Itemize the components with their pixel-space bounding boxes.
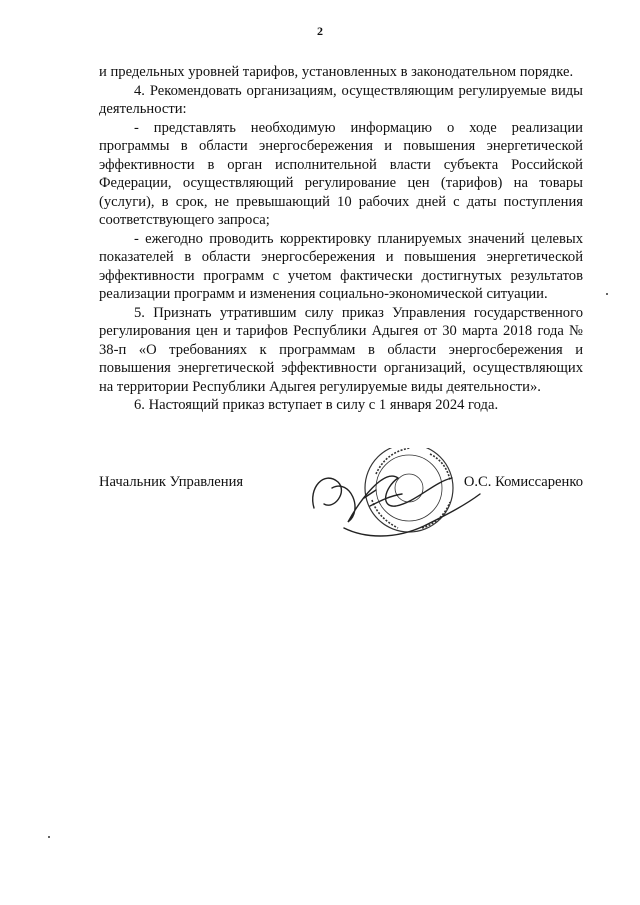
paragraph-item-6: 6. Настоящий приказ вступает в силу с 1 января 2024 года.	[134, 397, 499, 413]
signature-block	[99, 468, 583, 558]
signatory-name: О.С. Комиссаренко	[463, 474, 583, 490]
signature-and-stamp-image	[304, 448, 504, 558]
paragraph-item-4-sub-1: - представлять необходимую информацию о ходе реализации программы в области энергосбережения и повышения энергетической эффективности в орган исполнительной власти субъекта Российской Федерации, осуществляющий регулирование цен (тарифов) на товары (услуги), в срок, не превышающий 10 рабочих дней с даты поступления соответствующего запроса;	[99, 119, 583, 228]
signatory-title: Начальник Управления	[99, 474, 244, 490]
handwritten-signature	[313, 476, 480, 536]
document-body	[99, 63, 583, 415]
paragraph-item-4: 4. Рекомендовать организациям, осуществляющим регулируемые виды деятельности:	[99, 82, 583, 117]
paragraph-continuation: и предельных уровней тарифов, установленных в законодательном порядке.	[99, 64, 574, 80]
scan-speck	[48, 836, 50, 838]
official-stamp	[365, 448, 453, 532]
paragraph-item-4-sub-2: - ежегодно проводить корректировку планируемых значений целевых показателей в области энергосбережения и повышения энергетической эффективности программ с учетом фактически достигнутых результатов реализации программ и изменения социально-экономической ситуации.	[99, 230, 583, 302]
paragraph-item-5: 5. Признать утратившим силу приказ Управления государственного регулирования цен и тарифов Республики Адыгея от 30 марта 2018 года № 38-п «О требованиях к программам в области энергосбережения и повышения энергетической эффективности организаций, осуществляющих на территории Республики Адыгея регулируемые виды деятельности».	[99, 304, 583, 395]
scan-speck	[606, 293, 608, 295]
page-number: 2	[317, 24, 323, 38]
